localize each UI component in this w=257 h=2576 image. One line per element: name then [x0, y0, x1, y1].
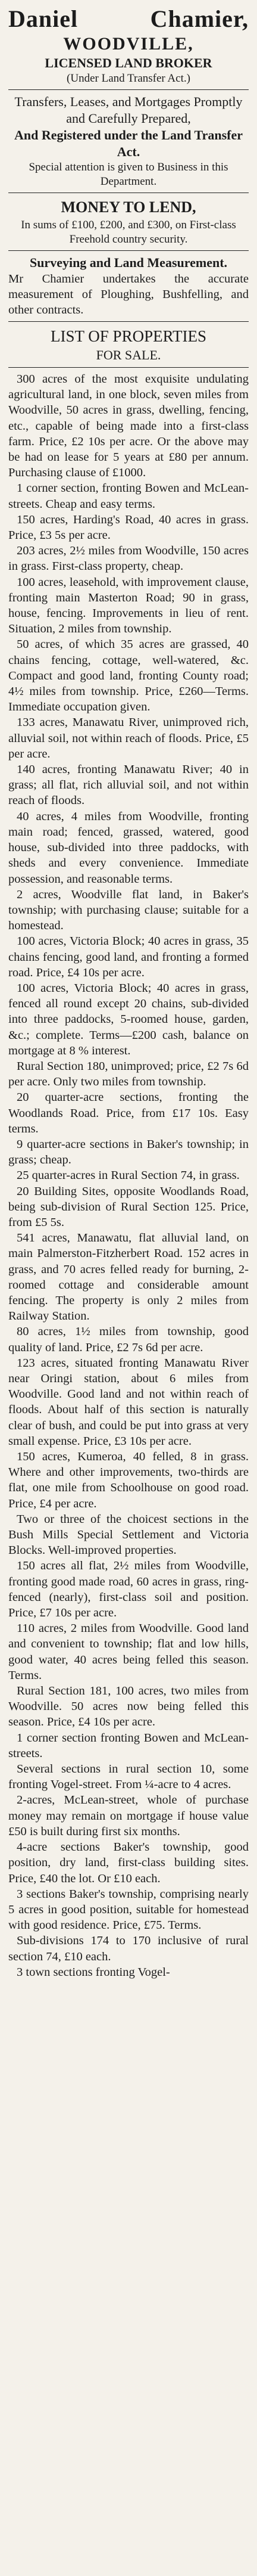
list-item: 541 acres, Manawatu, flat alluvial land, on main Palmerston-Fitzherbert Road. 152 acres in grass, and 70 acres felled ready for burning, 2-roomed cottage and considerable amount fencing. The property is only 2 miles from Railway Station. — [8, 1231, 249, 1323]
name-last: Chamier, — [150, 5, 249, 32]
list-item: 140 acres, fronting Manawatu River; 40 in grass; all flat, rich alluvial soil, and not within reach of floods. — [8, 763, 249, 808]
list-item: 133 acres, Manawatu River, unimproved rich, alluvial soil, not within reach of floods. Price, £5 per acre. — [8, 716, 249, 761]
list-item: 2-acres, McLean-street, whole of purchase money may remain on mortgage if house value £50 is built during first six months. — [8, 1793, 249, 1838]
intro-registered: And Registered under the Land Transfer Act. — [14, 128, 243, 159]
list-item: 100 acres, Victoria Block; 40 acres in grass, 35 chains fencing, good land, and fronting a formed road. Price, £4 10s per acre. — [8, 935, 249, 979]
list-item: 9 quarter-acre sections in Baker's township; in grass; cheap. — [8, 1137, 249, 1167]
list-item: 203 acres, 2½ miles from Woodville, 150 acres in grass. First-class property, cheap. — [8, 544, 249, 573]
town-heading: WOODVILLE, — [63, 34, 194, 54]
survey-text: Mr Chamier undertakes the accurate measurement of Ploughing, Bushfelling, and other contracts. — [8, 272, 249, 316]
divider — [8, 321, 249, 322]
divider — [8, 250, 249, 251]
list-item: Sub-divisions 174 to 170 inclusive of rural section 74, £10 each. — [8, 1934, 249, 1963]
list-item: 20 quarter-acre sections, fronting the Woodlands Road. Price, from £17 10s. Easy terms. — [8, 1091, 249, 1135]
property-list — [8, 371, 249, 1980]
list-item: 3 town sections fronting Vogel- — [17, 1965, 170, 1979]
list-subheading: FOR SALE. — [96, 347, 161, 362]
divider — [8, 367, 249, 368]
list-item: 150 acres, Harding's Road, 40 acres in grass. Price, £3 5s per acre. — [8, 513, 249, 542]
list-item: 80 acres, 1½ miles from township, good quality of land. Price, £2 7s 6d per acre. — [8, 1325, 249, 1354]
list-item: Rural Section 181, 100 acres, two miles from Woodville. 50 acres now being felled this season. Price, £4 10s per acre. — [8, 1684, 249, 1729]
list-item: 123 acres, situated fronting Manawatu River near Oringi station, about 6 miles from Woodville. Good land and not within reach of floods. About half of this section is naturally clear of bush, and could be put into grass at very small expense. Price, £3 10s per acre. — [8, 1356, 249, 1448]
list-item: 20 Building Sites, opposite Woodlands Road, being sub-division of Rural Section 125. Price, from £5 5s. — [8, 1184, 249, 1229]
intro-services: Transfers, Leases, and Mortgages Promptly and Carefully Prepared, — [14, 94, 243, 126]
intro-special: Special attention is given to Business in this Department. — [29, 161, 228, 188]
broker-name — [8, 5, 249, 33]
lend-heading: MONEY TO LEND, — [61, 198, 196, 216]
list-item: 1 corner section, fronting Bowen and McLean-streets. Cheap and easy terms. — [8, 482, 249, 511]
list-item: 150 acres, Kumeroa, 40 felled, 8 in grass. Where and other improvements, two-thirds are flat, one mile from Schoolhouse on good road. Price, £4 per acre. — [8, 1450, 249, 1510]
list-item: 3 sections Baker's township, comprising nearly 5 acres in good position, suitable for homestead with good residence. Price, £75. Terms. — [8, 1887, 249, 1932]
list-item: 25 quarter-acres in Rural Section 74, in grass. — [17, 1169, 240, 1183]
list-heading: LIST OF PROPERTIES — [51, 327, 206, 345]
list-item: 150 acres all flat, 2½ miles from Woodville, fronting good made road, 60 acres in grass, ring-fenced (nearly), first-class soil and position. Price, £7 10s per acre. — [8, 1559, 249, 1620]
list-item: Rural Section 180, unimproved; price, £2 7s 6d per acre. Only two miles from township. — [8, 1059, 249, 1089]
list-item: 100 acres, Victoria Block; 40 acres in grass, fenced all round except 20 chains, sub-divided into three paddocks, 5-roomed house, garden, &c.; complete. Terms—£200 cash, balance on mortgage at 8 % interest. — [8, 981, 249, 1057]
survey-heading: Surveying and Land Measurement. — [29, 255, 228, 270]
lend-text: In sums of £100, £200, and £300, on First-class Freehold country security. — [21, 219, 236, 246]
list-item: 2 acres, Woodville flat land, in Baker's township; with purchasing clause; suitable for a homestead. — [8, 887, 249, 933]
list-item: 300 acres of the most exquisite undulating agricultural land, in one block, seven miles from Woodville, 50 acres in grass, dwelling, fencing, etc., capable of being made into a first-class farm. Price, £2 10s per acre. Or the above may be had on lease for 5 years at £80 per annum. Purchasing clause of £1000. — [8, 373, 249, 480]
list-item: 100 acres, leasehold, with improvement clause, fronting main Masterton Road; 90 in grass, house, fencing. Improvements in lieu of rent. Situation, 2 miles from township. — [8, 575, 249, 636]
list-item: 1 corner section fronting Bowen and McLean-streets. — [8, 1731, 249, 1760]
divider — [8, 89, 249, 90]
name-first: Daniel — [8, 5, 79, 32]
list-item: 40 acres, 4 miles from Woodville, fronting main road; fenced, grassed, watered, good house, sub-divided into three paddocks, with sheds and every convenience. Immediate possession, and reasonable terms. — [8, 809, 249, 886]
act-note: (Under Land Transfer Act.) — [67, 72, 190, 85]
list-item: 4-acre sections Baker's township, good position, dry land, first-class building sites. Price, £40 the lot. Or £10 each. — [8, 1841, 249, 1885]
list-item: 50 acres, of which 35 acres are grassed, 40 chains fencing, cottage, well-watered, &c. Compact and good land, fronting County road; 4½ miles from township. Price, £260—Terms. Immediate occupation given. — [8, 638, 249, 714]
broker-title: LICENSED LAND BROKER — [45, 55, 212, 70]
list-item: 110 acres, 2 miles from Woodville. Good land and convenient to township; flat and low hills, good water, 40 acres being felled this season. Terms. — [8, 1622, 249, 1682]
list-item: Several sections in rural section 10, some fronting Vogel-street. From ¼-acre to 4 acres. — [8, 1762, 249, 1792]
list-item: Two or three of the choicest sections in the Bush Mills Special Settlement and Victoria Blocks. Well-improved properties. — [8, 1512, 249, 1557]
